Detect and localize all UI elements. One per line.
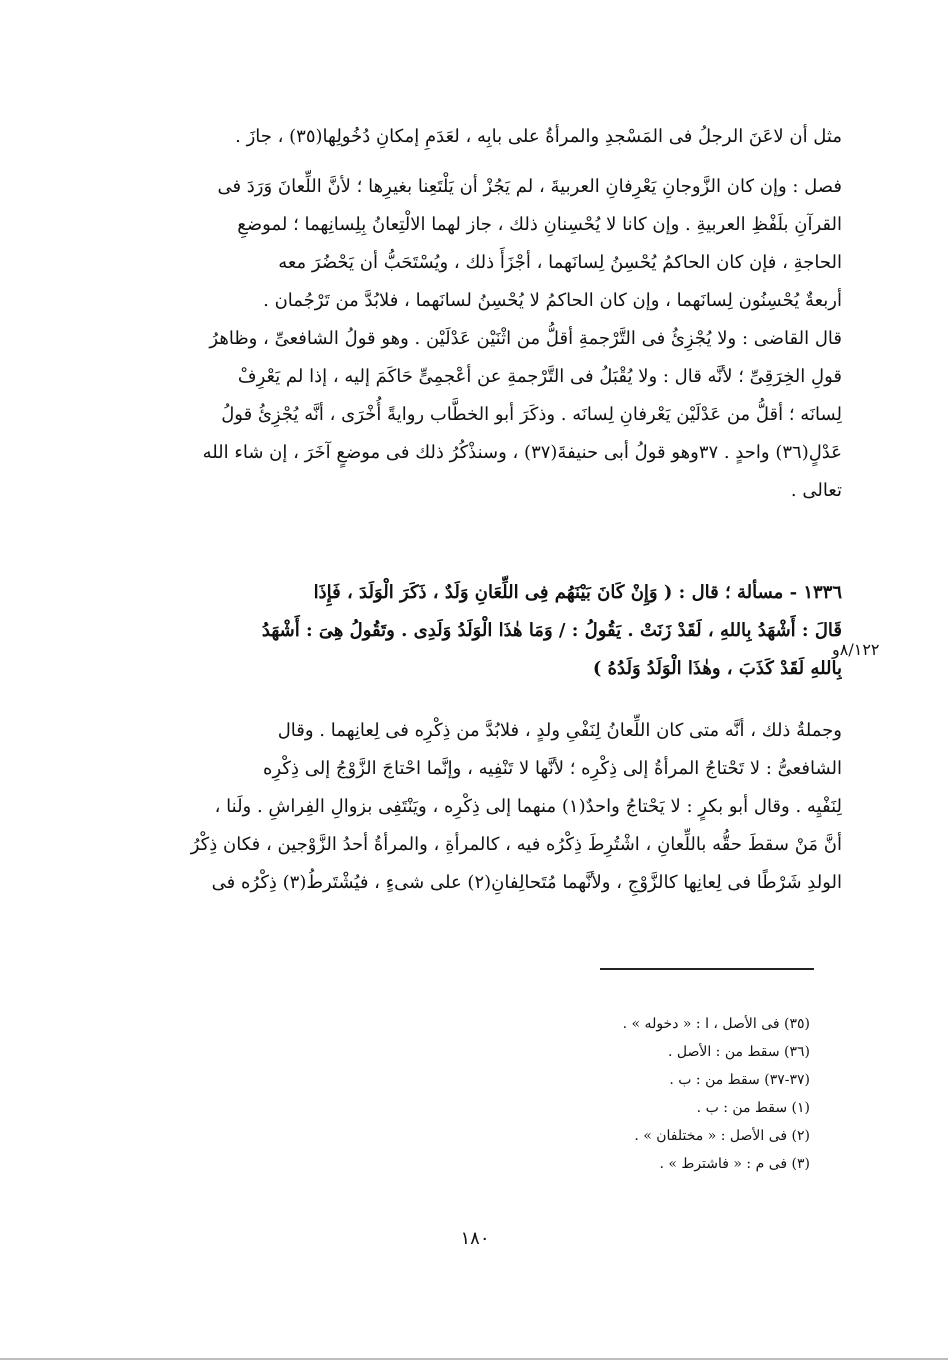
- scan-edge-divider: [0, 1358, 948, 1360]
- text-line: الشافعىُّ : لا تَحْتاجُ المرأةُ إلى ذِكْرِه ؛ لأنَّها لا تَنْفِيه ، وإنَّما احْتاجَ الزَّوْجُ إلى ذِكْرِه: [263, 758, 842, 779]
- footnote: (٣) فى م : « فاشترط » .: [659, 1156, 810, 1172]
- text-line: لِنَفْيِه . وقال أبو بكرٍ : لا يَحْتاجُ واحدٌ(١) منهما إلى ذِكْرِه ، ويَنْتَفِى بزوالِ الفِراشِ . ولَنا ،: [214, 796, 842, 817]
- footnote: (٣٧-٣٧) سقط من : ب .: [669, 1072, 810, 1088]
- text-line: عَدْلٍ(٣٦) واحدٍ . ٣٧وهو قولُ أبى حنيفةَ(٣٧) ، وسنذْكُرُ ذلك فى موضعٍ آخَرَ ، إن شاء الله: [202, 442, 842, 463]
- masala-heading: [112, 574, 842, 688]
- text-line: القرآنِ بلَفْظِ العربيةِ . وإن كانا لا يُحْسِنانِ ذلك ، جاز لهما الالْتِعانُ بِلِسانِهما ؛ لموضعِ: [237, 214, 842, 235]
- paragraph-explanation: [112, 712, 842, 902]
- footnote: (٣٦) سقط من : الأصل .: [667, 1044, 810, 1060]
- footnote-separator: [600, 968, 814, 970]
- text-line: قولِ الخِرَقِىِّ ؛ لأنَّه قال : ولا يُقْبَلُ فى التَّرْجمةِ عن أعْجمِىٍّ حَاكَمَ إليه ، إذا لم يَعْرِفْ: [237, 366, 842, 387]
- text-line: لِسانَه ؛ أقلُّ من عَدْلَيْن يَعْرفانِ لِسانَه . وذكَرَ أبو الخطَّاب روايةً أُخْرَى ، أنَّه يُجْزِئُ قولُ: [221, 404, 842, 425]
- text-line: قال القاضى : ولا يُجْزِئُ فى التَّرْجمةِ أقلُّ من اثْنَيْن عَدْلَيْن . وهو قولُ الشافعىِّ ، وظاهرُ: [209, 328, 842, 349]
- footnote: (١) سقط من : ب .: [696, 1100, 810, 1116]
- text-line: قَالَ : أَشْهَدُ بِاللهِ ، لَقَدْ زَنَتْ . يَقُولُ : / وَمَا هٰذَا الْوَلَدُ وَلَدِى . وتَقُولُ هِىَ : أَشْهَدُ: [261, 620, 842, 641]
- margin-folio-note: ٨/١٢٢و: [832, 640, 880, 659]
- footnote: (٣٥) فى الأصل ، ا : « دخوله » .: [622, 1016, 810, 1032]
- text-line: بِاللهِ لَقَدْ كَذَبَ ، وهٰذَا الْوَلَدُ وَلَدُهُ ): [592, 658, 842, 679]
- footnote: (٢) فى الأصل : « مختلفان » .: [634, 1128, 810, 1144]
- paragraph-opening: [112, 118, 842, 156]
- text-line: تعالى .: [790, 480, 842, 501]
- paragraph-fasl: [112, 168, 842, 510]
- text-line: مثل أن لاعَنَ الرجلُ فى المَسْجدِ والمرأةُ على بابِه ، لعَدَمِ إمكانِ دُخُولِها(٣٥) ، جازَ .: [235, 126, 842, 147]
- text-line: فصل : وإن كان الزَّوجانِ يَعْرِفانِ العربيةَ ، لم يَجُزْ أن يَلْتَعِنا بغيرِها ؛ لأنَّ اللِّعانَ وَرَدَ فى: [217, 176, 842, 197]
- text-line: وجملةُ ذلك ، أنَّه متى كان اللِّعانُ لِنَفْىِ ولدٍ ، فلابُدَّ من ذِكْرِه فى لِعانِهما . وقال: [277, 720, 842, 741]
- text-line: ١٣٣٦ - مسألة ؛ قال : ( وَإِنْ كَانَ بَيْنَهُم فِى اللِّعَانِ وَلَدٌ ، ذَكَرَ الْوَلَدَ ، فَإِذَا: [313, 582, 842, 603]
- page-number: ١٨٠: [460, 1228, 490, 1249]
- text-line: أنَّ مَنْ سقطَ حقُّه باللِّعانِ ، اشْتُرِطَ ذِكْرُه فيه ، كالمرأةِ ، والمرأةُ أحدُ الزَّوْجين ، فكان ذِكْرُ: [190, 834, 842, 855]
- text-line: أربعةٌ يُحْسِنُون لِسانَهما ، وإن كان الحاكمُ لا يُحْسِنُ لسانَهما ، فلابُدَّ من تَرْجُمان .: [263, 290, 842, 311]
- text-line: الحاجةِ ، فإن كان الحاكمُ يُحْسِنُ لِسانَهما ، أجْزَأَ ذلك ، ويُسْتَحَبُّ أن يَحْضُرَ معه: [278, 252, 842, 273]
- text-line: الولدِ شَرْطًا فى لِعانِها كالزَّوْجِ ، ولأنَّهما مُتَحالِفانِ(٢) على شىءٍ ، فيُشْتَرطُ(٣) ذِكْرُه فى: [211, 872, 842, 893]
- footnotes: [560, 1010, 810, 1178]
